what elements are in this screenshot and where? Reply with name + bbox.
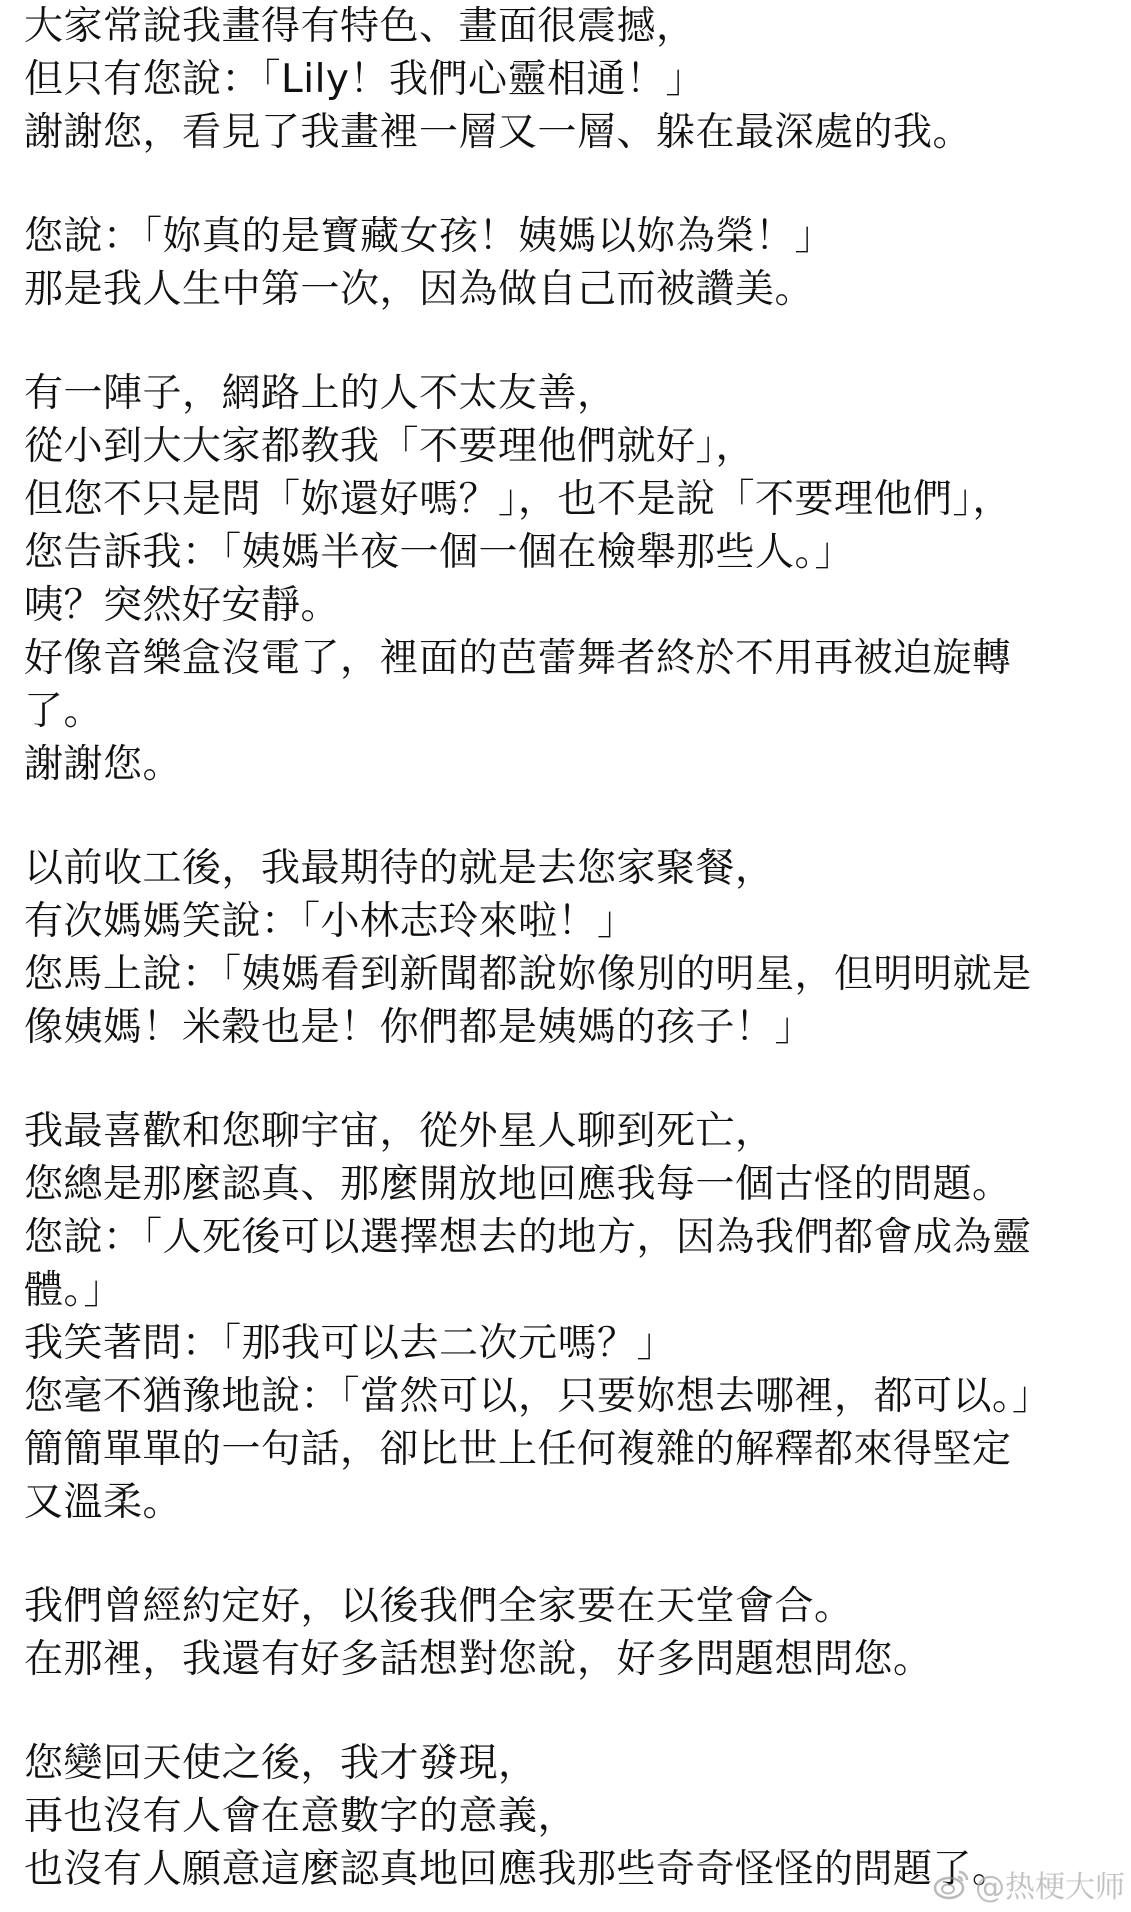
text-line: 我最喜歡和您聊宇宙，從外星人聊到死亡，: [24, 1109, 775, 1154]
watermark-text: @热梗大师: [975, 1870, 1125, 1905]
text-line: 我笑著問：「那我可以去二次元嗎？」: [24, 1321, 677, 1366]
text-line: 謝謝您，看見了我畫裡一層又一層、躲在最深處的我。: [24, 110, 973, 155]
text-line: 您說：「人死後可以選擇想去的地方，因為我們都會成為靈: [24, 1215, 1032, 1260]
paragraph-gap: [24, 1529, 1119, 1580]
text-line: 體。」: [24, 1268, 124, 1313]
text-line: 您變回天使之後，我才發現，: [24, 1741, 538, 1786]
paragraph: [24, 1105, 1119, 1529]
text-line: 您毫不猶豫地說：「當然可以，只要妳想去哪裡，都可以。」: [24, 1374, 1052, 1419]
watermark: [933, 1864, 1125, 1904]
paragraph: [24, 1580, 1119, 1686]
weibo-icon: [933, 1868, 971, 1900]
paragraph: [24, 367, 1119, 791]
text-line: 我們曾經約定好，以後我們全家要在天堂會合。: [24, 1584, 854, 1629]
text-line: 從小到大大家都教我「不要理他們就好」，: [24, 424, 756, 469]
text-line: 您馬上說：「姨媽看到新聞都說妳像別的明星，但明明就是: [24, 952, 1032, 997]
paragraph-gap: [24, 1054, 1119, 1105]
paragraph-gap: [24, 1686, 1119, 1737]
post-body: [24, 0, 1119, 1896]
text-line: 又溫柔。: [24, 1480, 183, 1525]
paragraph: [24, 210, 1119, 316]
text-line: 好像音樂盒沒電了，裡面的芭蕾舞者終於不用再被迫旋轉: [24, 636, 1012, 681]
text-line: 再也沒有人會在意數字的意義，: [24, 1794, 578, 1839]
text-line: 簡簡單單的一句話，卻比世上任何複雜的解釋都來得堅定: [24, 1427, 1012, 1472]
text-line: 但只有您說：「Lily！我們心靈相通！」: [24, 57, 705, 102]
text-line: 那是我人生中第一次，因為做自己而被讚美。: [24, 267, 815, 312]
text-line: 咦？突然好安靜。: [24, 583, 341, 628]
text-line: 謝謝您。: [24, 742, 183, 787]
text-line: 您總是那麼認真、那麼開放地回應我每一個古怪的問題。: [24, 1162, 1012, 1207]
text-line: 以前收工後，我最期待的就是去您家聚餐，: [24, 846, 775, 891]
paragraph-gap: [24, 316, 1119, 367]
paragraph: [24, 0, 1119, 159]
text-line: 有一陣子，網路上的人不太友善，: [24, 371, 617, 416]
paragraph: [24, 842, 1119, 1054]
text-line: 大家常說我畫得有特色、畫面很震撼，: [24, 4, 696, 49]
text-line: 您告訴我：「姨媽半夜一個一個在檢舉那些人。」: [24, 530, 855, 575]
text-line: 您說：「妳真的是寶藏女孩！姨媽以妳為榮！」: [24, 214, 835, 259]
text-line: 有次媽媽笑說：「小林志玲來啦！」: [24, 899, 637, 944]
text-line: 也沒有人願意這麼認真地回應我那些奇奇怪怪的問題了。: [24, 1847, 1012, 1892]
text-line: 了。: [24, 689, 104, 734]
text-line: 在那裡，我還有好多話想對您說，好多問題想問您。: [24, 1637, 933, 1682]
text-line: 但您不只是問「妳還好嗎？」，也不是說「不要理他們」，: [24, 477, 1013, 522]
paragraph-gap: [24, 791, 1119, 842]
paragraph-gap: [24, 159, 1119, 210]
text-line: 像姨媽！米穀也是！你們都是姨媽的孩子！」: [24, 1005, 815, 1050]
